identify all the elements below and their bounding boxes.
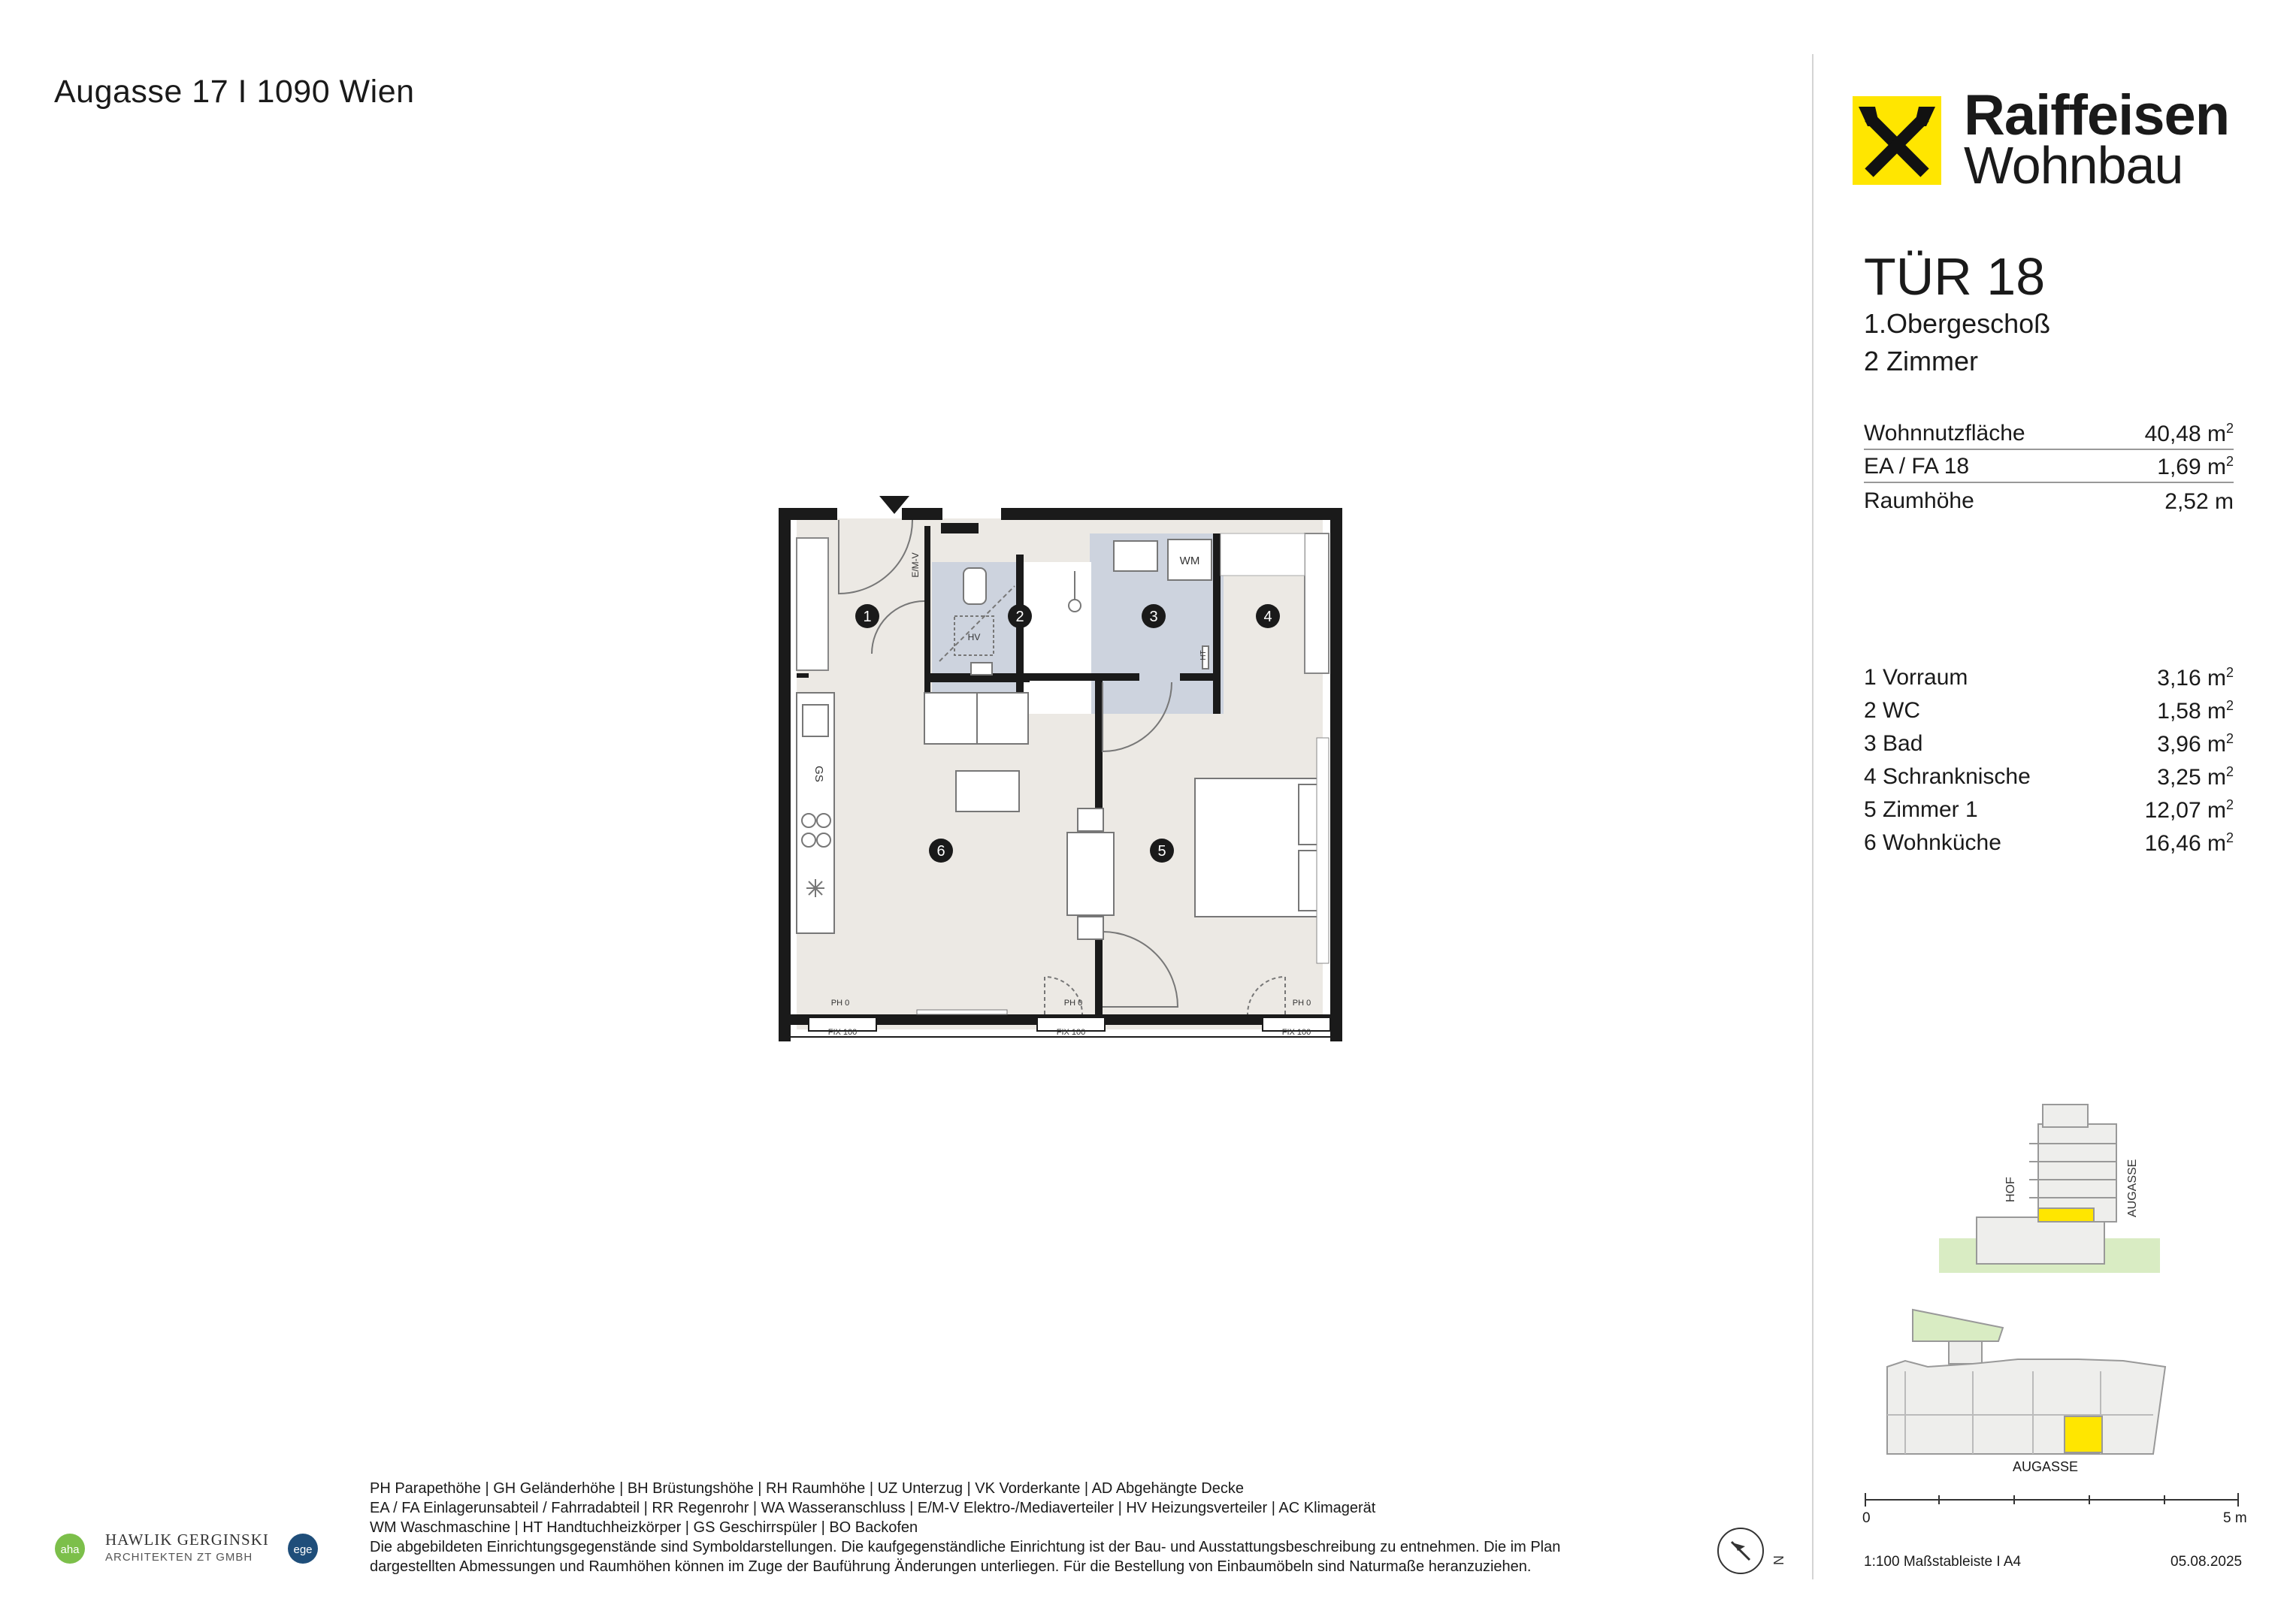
site-plan-diagram	[1883, 1304, 2183, 1461]
room-list-item: 3 Bad 3,96 $m^2$	[1864, 731, 2234, 757]
floor-plan	[774, 496, 1345, 1059]
fix-label: FIX 100	[1056, 1028, 1086, 1037]
fix-label: FIX 100	[827, 1028, 858, 1037]
architect-subtitle: ARCHITEKTEN ZT GMBH	[105, 1551, 253, 1564]
summary-value: 2,52 m	[2164, 489, 2234, 514]
site-unit-highlight	[2065, 1416, 2102, 1452]
ph-label: PH 0	[1292, 999, 1311, 1008]
room-list-item: 6 Wohnküche 16,46 $m^2$	[1864, 830, 2234, 856]
summary-row	[1864, 488, 2234, 515]
ege-badge-icon	[287, 1533, 319, 1564]
wc-sink	[971, 663, 992, 675]
legend-line: PH Parapethöhe | GH Geländerhöhe | BH Brüstungshöhe | RH Raumhöhe | UZ Unterzug | VK Vorderkante | AD Abgehängte Decke	[370, 1480, 1244, 1497]
summary-label: EA / FA 18	[1864, 454, 1970, 479]
logo-subtitle: Wohnbau	[1964, 136, 2183, 195]
ph-label: PH 0	[830, 999, 850, 1008]
plan-date: 05.08.2025	[2170, 1554, 2243, 1570]
raiffeisen-logo-icon	[1853, 96, 1941, 185]
toilet	[963, 568, 986, 604]
hof-label: HOF	[2004, 1177, 2017, 1202]
legend-line: Die abgebildeten Einrichtungsgegenstände sind Symboldarstellungen. Die kaufgegenständliche Einrichtung ist der Bau- und Ausstattungsbeschreibung zu entnehmen. Die im Plan	[370, 1539, 1561, 1555]
room-list-item: 2 WC 1,58 $m^2$	[1864, 698, 2234, 724]
wardrobe-niche	[1305, 533, 1329, 673]
scale-end: 5 m	[2223, 1510, 2247, 1526]
gs-label: GS	[812, 766, 825, 782]
svg-text:ege: ege	[293, 1543, 313, 1556]
room-number-6: 6	[936, 843, 945, 860]
scale-note: 1:100 Maßstableiste I A4	[1864, 1554, 2022, 1570]
aha-badge-icon	[54, 1533, 86, 1564]
fix-label: FIX 100	[1281, 1028, 1311, 1037]
scale-start: 0	[1862, 1510, 1871, 1526]
room-list-item: 5 Zimmer 1 12,07 $m^2$	[1864, 797, 2234, 823]
ht-label: HT	[1199, 650, 1208, 660]
scale-bar	[1864, 1492, 2240, 1508]
unit-title: TÜR 18	[1864, 247, 2046, 306]
svg-text:aha: aha	[60, 1543, 80, 1556]
svg-text:N: N	[1771, 1555, 1786, 1565]
room-number-2: 2	[1015, 609, 1024, 625]
coffee-table	[956, 771, 1019, 812]
summary-row	[1864, 454, 2234, 483]
room-list-item: 1 Vorraum 3,16 $m^2$	[1864, 665, 2234, 691]
room-list-item: 4 Schranknische 3,25 $m^2$	[1864, 764, 2234, 790]
emv-label: E/M-V	[910, 552, 921, 578]
room-number-4: 4	[1263, 609, 1272, 625]
summary-label: Wohnnutzfläche	[1864, 421, 2025, 446]
shower-drain-icon	[1069, 600, 1081, 612]
room-number-3: 3	[1149, 609, 1158, 625]
room-number-1: 1	[863, 609, 872, 625]
north-arrow-icon	[1715, 1525, 1786, 1578]
summary-value: 40,48 $m^2$	[2144, 421, 2234, 446]
shower-area	[1022, 562, 1091, 714]
dining-table	[1067, 833, 1114, 915]
legend	[370, 1479, 1647, 1576]
vertical-divider	[1812, 54, 1814, 1579]
unit-room-count: 2 Zimmer	[1864, 346, 1978, 376]
legend-line: WM Waschmaschine | HT Handtuchheizkörper | GS Geschirrspüler | BO Backofen	[370, 1519, 918, 1536]
wardrobe	[797, 538, 828, 670]
bath-sink	[1114, 541, 1157, 571]
architect-name: HAWLIK GERGINSKI	[105, 1531, 269, 1549]
hv-label: HV	[967, 632, 981, 642]
augasse-vertical-label: AUGASSE	[2126, 1159, 2139, 1217]
legend-line: EA / FA Einlagerunsabteil / Fahrradabteil | RR Regenrohr | WA Wasseranschluss | E/M-V Elektro-/Mediaverteiler | HV Heizungsverteiler | AC Klimagerät	[370, 1500, 1376, 1516]
summary-value: 1,69 $m^2$	[2157, 454, 2234, 479]
legend-line: dargestellten Abmessungen und Raumhöhen können im Zuge der Bauführung Änderungen unterliegen. Für die Bestellung von Einbaumöbeln sind Naturmaße heranzuziehen.	[370, 1558, 1532, 1575]
ph-label: PH 0	[1063, 999, 1083, 1008]
room-number-5: 5	[1157, 843, 1166, 860]
wm-label: WM	[1179, 555, 1200, 567]
project-address: Augasse 17 I 1090 Wien	[54, 74, 415, 110]
summary-label: Raumhöhe	[1864, 488, 1974, 513]
unit-floor: 1.Obergeschoß	[1864, 308, 2051, 339]
building-section-diagram	[1939, 1105, 2172, 1277]
logo-wordmark: Raiffeisen	[1964, 83, 2230, 147]
summary-row	[1864, 421, 2234, 450]
site-street-label: AUGASSE	[2013, 1459, 2079, 1474]
unit-highlight	[2038, 1208, 2094, 1222]
ac-icon	[806, 879, 824, 897]
